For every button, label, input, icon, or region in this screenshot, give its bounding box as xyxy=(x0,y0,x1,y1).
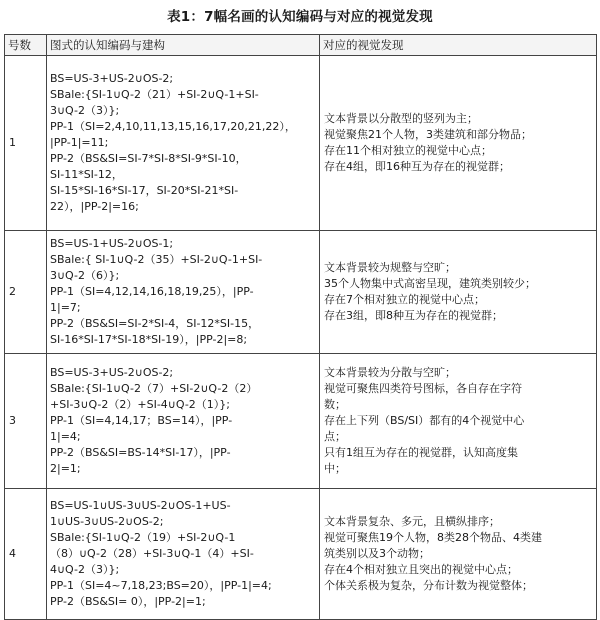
encoding-line: SBale:{SI-1∪Q-2（19）+SI-2∪Q-1 xyxy=(50,531,236,544)
finding-line: 存在7个相对独立的视觉中心点； xyxy=(324,293,485,306)
encoding-line: 1∪US-3∪US-2∪OS-2; xyxy=(50,515,164,528)
encoding-line: PP-1（SI=2,4,10,11,13,15,16,17,20,21,22）， xyxy=(50,120,296,133)
encoding-line: BS=US-1+US-2∪OS-1; xyxy=(50,237,174,250)
encoding-line: PP-2（BS&SI=SI-7*SI-8*SI-9*SI-10， xyxy=(50,152,247,165)
encoding-line: SI-16*SI-17*SI-18*SI-19），|PP-2|=8; xyxy=(50,333,248,346)
encoding-line: 1|=7; xyxy=(50,301,81,314)
finding-line: 视觉可聚焦四类符号图标，各自存在字符 xyxy=(324,382,522,395)
header-number: 号数 xyxy=(5,35,47,56)
encoding-cell xyxy=(47,56,320,231)
finding-line: 文本背景较为分散与空旷； xyxy=(324,366,456,379)
findings-cell xyxy=(320,56,597,231)
encoding-line: PP-2（BS&SI=BS-14*SI-17），|PP- xyxy=(50,446,231,459)
table-row xyxy=(5,354,597,489)
encoding-line: 3∪Q-2（3）}; xyxy=(50,104,120,117)
row-number: 1 xyxy=(5,56,47,231)
finding-line: 数； xyxy=(324,398,346,411)
finding-line: 35个人物集中式高密呈现，建筑类别较少； xyxy=(324,277,536,290)
encoding-line: BS=US-1∪US-3∪US-2∪OS-1+US- xyxy=(50,499,231,512)
finding-line: 视觉可聚焦19个人物，8类28个物品、4类建 xyxy=(324,531,542,544)
table-caption: 表1：7幅名画的认知编码与对应的视觉发现 xyxy=(167,9,433,25)
encoding-line: SBale:{ SI-1∪Q-2（35）+SI-2∪Q-1+SI- xyxy=(50,253,263,266)
encoding-line: BS=US-3+US-2∪OS-2; xyxy=(50,72,174,85)
header-findings: 对应的视觉发现 xyxy=(320,35,597,56)
finding-line: 存在4个相对独立且突出的视觉中心点； xyxy=(324,563,518,576)
encoding-cell xyxy=(47,489,320,620)
table-row xyxy=(5,231,597,354)
finding-line: 存在上下列（BS/SI）都有的4个视觉中心 xyxy=(324,414,525,427)
table-header-row xyxy=(5,35,597,56)
encoding-line: +SI-3∪Q-2（2）+SI-4∪Q-2（1）}; xyxy=(50,398,230,411)
encoding-line: PP-1（SI=4,14,17；BS=14），|PP- xyxy=(50,414,233,427)
finding-line: 个体关系极为复杂，分布计数为视觉整体； xyxy=(324,579,533,592)
encoding-line: PP-1（SI=4,12,14,16,18,19,25），|PP- xyxy=(50,285,254,298)
encoding-line: SBale:{SI-1∪Q-2（21）+SI-2∪Q-1+SI- xyxy=(50,88,259,101)
table-row xyxy=(5,56,597,231)
encoding-line: PP-2（BS&SI=SI-2*SI-4，SI-12*SI-15， xyxy=(50,317,260,330)
encoding-line: SI-15*SI-16*SI-17，SI-20*SI-21*SI- xyxy=(50,184,239,197)
finding-line: 存在3组，即8种互为存在的视觉群； xyxy=(324,309,503,322)
finding-line: 点； xyxy=(324,430,346,443)
finding-line: 文本背景较为规整与空旷； xyxy=(324,261,456,274)
finding-line: 存在4组，即16种互为存在的视觉群； xyxy=(324,160,510,173)
encoding-line: 22），|PP-2|=16; xyxy=(50,200,139,213)
finding-line: 中； xyxy=(324,462,346,475)
findings-cell xyxy=(320,489,597,620)
encoding-line: 4∪Q-2（3）}; xyxy=(50,563,120,576)
encoding-cell xyxy=(47,354,320,489)
findings-cell xyxy=(320,354,597,489)
encoding-line: 3∪Q-2（6）}; xyxy=(50,269,120,282)
encoding-line: PP-1（SI=4~7,18,23;BS=20），|PP-1|=4; xyxy=(50,579,272,592)
encoding-line: |PP-1|=11; xyxy=(50,136,109,149)
encoding-line: PP-2（BS&SI= 0），|PP-2|=1; xyxy=(50,595,206,608)
table-row xyxy=(5,489,597,620)
finding-line: 视觉聚焦21个人物，3类建筑和部分物品； xyxy=(324,128,532,141)
row-number: 3 xyxy=(5,354,47,489)
finding-line: 文本背景复杂、多元，且横纵排序； xyxy=(324,515,500,528)
encoding-line: SI-11*SI-12， xyxy=(50,168,123,181)
finding-line: 只有1组互为存在的视觉群，认知高度集 xyxy=(324,446,518,459)
findings-cell xyxy=(320,231,597,354)
finding-line: 文本背景以分散型的竖列为主； xyxy=(324,112,478,125)
encoding-table xyxy=(4,34,597,620)
finding-line: 筑类别以及3个动物； xyxy=(324,547,430,560)
row-number: 2 xyxy=(5,231,47,354)
encoding-line: BS=US-3+US-2∪OS-2; xyxy=(50,366,174,379)
encoding-line: （8）∪Q-2（28）+SI-3∪Q-1（4）+SI- xyxy=(50,547,254,560)
encoding-line: 1|=4; xyxy=(50,430,81,443)
encoding-cell xyxy=(47,231,320,354)
row-number: 4 xyxy=(5,489,47,620)
encoding-line: SBale:{SI-1∪Q-2（7）+SI-2∪Q-2（2） xyxy=(50,382,258,395)
encoding-line: 2|=1; xyxy=(50,462,81,475)
finding-line: 存在11个相对独立的视觉中心点； xyxy=(324,144,492,157)
header-encoding: 图式的认知编码与建构 xyxy=(47,35,320,56)
